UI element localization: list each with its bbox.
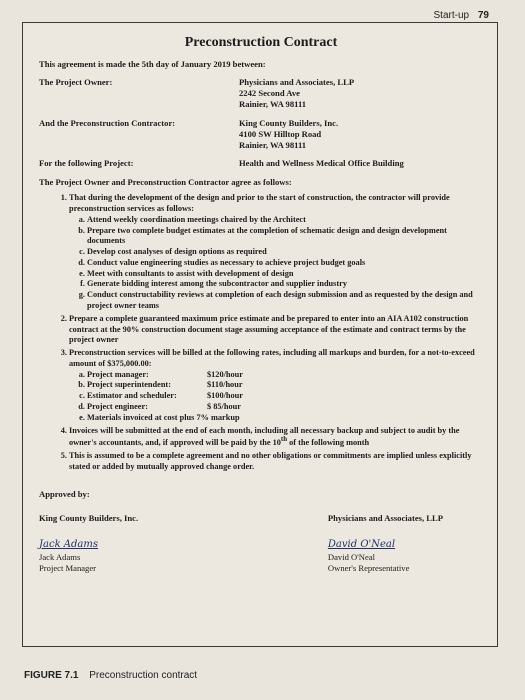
service-item: c. Develop cost analyses of design options as required (87, 247, 483, 258)
service-item: a. Attend weekly coordination meetings chaired by the Architect (87, 215, 483, 226)
rate-role: Project manager: (87, 369, 149, 379)
rate-role: Project engineer: (87, 402, 148, 412)
contract-title: Preconstruction Contract (184, 35, 338, 50)
contractor-street: 4100 SW Hilltop Road (239, 128, 322, 139)
signatory-title: Owner's Representative (327, 563, 410, 574)
owner-signature (328, 513, 443, 575)
materials-item: e. Materials invoiced at cost plus 7% markup (87, 413, 483, 424)
term-item (69, 314, 483, 346)
signatory-name: David O'Neal (327, 551, 376, 562)
project-label: For the following Project: (39, 158, 134, 169)
handwritten-signature: Jack Adams (39, 539, 99, 551)
project-row (39, 158, 483, 169)
signature-block (39, 513, 483, 575)
figure-label: FIGURE 7.1 (24, 670, 79, 681)
owner-city: Rainier, WA 98111 (239, 99, 307, 110)
term-2-text: Prepare a complete guaranteed maximum price estimate and be prepared to enter into an AIA A102 construction contract at the 90% construction document stage assuming acceptance of the estimate and contract terms by the project owner (69, 313, 469, 345)
approved-label: Approved by: (39, 488, 90, 499)
page-number: 79 (477, 10, 489, 21)
rate-value: $ 85/hour (207, 402, 241, 412)
term-1-text: That during the development of the design and prior to the start of construction, the contractor will provide preconstruction services as follows: (69, 193, 450, 213)
owner-row (39, 77, 483, 111)
owner-address (239, 77, 354, 111)
rate-item (87, 370, 483, 381)
term-3-text: Preconstruction services will be billed at the following rates, including all markups and burden, for a not-to-exceed amount of $375,000.00: (69, 348, 475, 368)
handwritten-signature: David O'Neal (327, 539, 396, 551)
owner-name: Physicians and Associates, LLP (239, 77, 355, 87)
signatory-org: King County Builders, Inc. (39, 512, 139, 523)
signatory-org: Physicians and Associates, LLP (327, 512, 443, 523)
owner-street: 2242 Second Ave (239, 88, 300, 99)
signatory-title: Project Manager (39, 563, 97, 574)
term-item (69, 193, 483, 312)
contract-document (22, 22, 498, 647)
term-4-sup: th (280, 436, 288, 444)
rate-item (87, 391, 483, 402)
contractor-name: King County Builders, Inc. (239, 117, 339, 128)
service-item: g. Conduct constructability reviews at completion of each design submission and as requested by the design and project owner teams (87, 290, 483, 312)
service-item: d. Conduct value engineering studies as necessary to achieve project budget goals (87, 258, 483, 269)
contractor-city: Rainier, WA 98111 (239, 139, 307, 150)
term-item (69, 451, 483, 473)
term-item (69, 426, 483, 449)
service-item: f. Generate bidding interest among the subcontractor and supplier industry (87, 279, 483, 290)
rates-list (69, 370, 483, 424)
rate-value: $110/hour (207, 380, 243, 390)
services-list (69, 215, 483, 312)
term-item (69, 348, 483, 423)
term-4-after: of the following month (287, 438, 370, 448)
figure-caption (24, 670, 197, 681)
rate-item (87, 402, 483, 413)
rate-value: $100/hour (207, 391, 243, 401)
owner-label: The Project Owner: (39, 77, 113, 87)
figure-caption-text: Preconstruction contract (89, 670, 198, 681)
term-5-text: This is assumed to be a complete agreement and no other obligations or commitments are implied unless explicitly stated or added by mutually approved change order. (69, 450, 472, 471)
project-name: Health and Wellness Medical Office Building (239, 158, 404, 169)
contractor-row (39, 118, 483, 152)
page-header (434, 10, 489, 21)
contract-intro: This agreement is made the 5th day of January 2019 between: (39, 59, 266, 69)
service-item: b. Prepare two complete budget estimates at the completion of schematic design and design development documents (87, 226, 483, 248)
rate-item (87, 380, 483, 391)
service-item: e. Meet with consultants to assist with development of design (87, 269, 483, 280)
contractor-signature (39, 513, 138, 575)
contractor-address (239, 118, 338, 152)
contractor-label: And the Preconstruction Contractor: (39, 117, 176, 128)
section-name: Start-up (433, 10, 470, 21)
rate-value: $120/hour (207, 369, 243, 379)
rate-role: Project superintendent: (87, 380, 171, 390)
agree-text: The Project Owner and Preconstruction Contractor agree as follows: (39, 177, 292, 188)
terms-list (39, 193, 483, 472)
term-4-before: Invoices will be submitted at the end of each month, including all necessary backup and subject to audit by the owner's accountants, and, if approved will be paid by the 10 (69, 425, 460, 448)
rate-role: Estimator and scheduler: (87, 391, 177, 401)
signatory-name: Jack Adams (39, 551, 81, 562)
